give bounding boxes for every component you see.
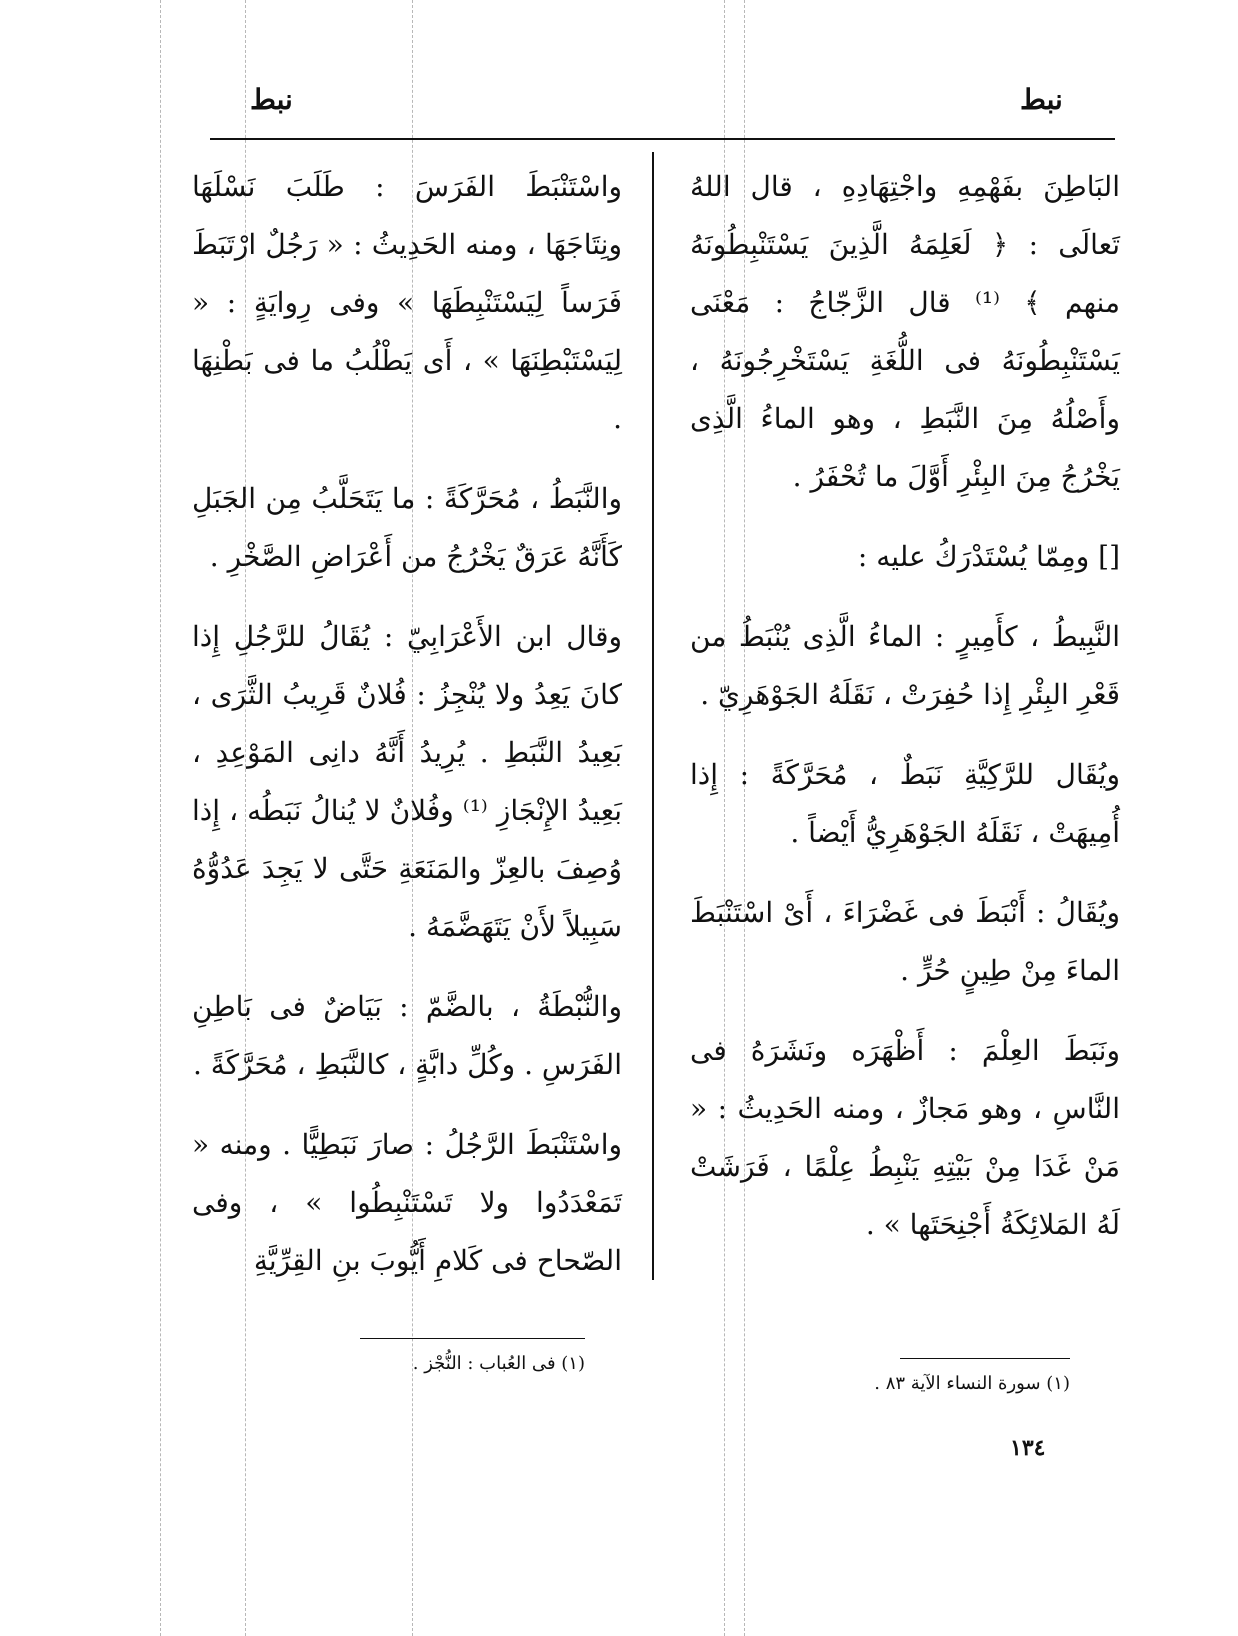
running-header-right: نبط [1020,83,1063,116]
paragraph: والنُّبْطَةُ ، بالضَّمّ : بَيَاضٌ فى بَاطِنِ الفَرَسِ . وكُلِّ دابَّةٍ ، كالنَّبَطِ ، مُحَرَّكَةً . [192,990,622,1081]
footnote-rule-right [900,1358,1070,1359]
running-header-left: نبط [250,83,293,116]
scan-guide-line [160,0,161,1636]
paragraph: واسْتَنْبَطَ الرَّجُلُ : صارَ نَبَطِيًّا . ومنه « تَمَعْدَدُوا ولا تَسْتَنْبِطُوا » ، وفى الصّحاح فى كَلامِ أَيُّوبَ بنِ القِرِّيَّةِ [192,1128,622,1277]
paragraph: النَّبِيطُ ، كأَمِيرٍ : الماءُ الَّذِى يُنْبَطُ من قَعْرِ البِئْرِ إِذا حُفِرَتْ ، نَقَلَهُ الجَوْهَرِيّ . [690,620,1120,711]
paragraph: البَاطِنَ بفَهْمِهِ واجْتِهَادِهِ ، قال اللهُ تَعالَى : ﴿ لَعَلِمَهُ الَّذِينَ يَسْتَنْبِطُونَهُ منهم ﴾ ⁽¹⁾ قال الزَّجّاجُ : مَعْنَى يَسْتَنْبِطُونَهُ فى اللُّغَةِ يَسْتَخْرِجُونَهُ ، وأَصْلُهُ مِنَ النَّبَطِ ، وهو الماءُ الَّذِى يَخْرُجُ مِنَ البِئْرِ أَوَّلَ ما تُحْفَرُ . [690,170,1120,493]
page-number: ١٣٤ [1010,1435,1046,1461]
footnote-rule-left [360,1338,585,1339]
paragraph: ونَبَطَ العِلْمَ : أَظْهَرَه ونَشَرَهُ فى النَّاسِ ، وهو مَجازٌ ، ومنه الحَدِيثُ : « مَنْ غَدَا مِنْ بَيْتِهِ يَنْبِطُ عِلْمًا ، فَرَشَتْ لَهُ المَلائِكَةُ أَجْنِحَتَها » . [690,1034,1120,1241]
footnote-left: (١) فى العُباب : النُّجْز . [412,1353,585,1374]
right-column [690,158,1120,1276]
paragraph: واسْتَنْبَطَ الفَرَسَ : طَلَبَ نَسْلَهَا ونِتَاجَهَا ، ومنه الحَدِيثُ : « رَجُلٌ ارْتَبَطَ فَرَساً لِيَسْتَنْبِطَهَا » وفى رِوايَةٍ : « لِيَسْتَبْطِنَهَا » ، أَى يَطْلُبُ ما فى بَطْنِهَا . [192,170,622,435]
paragraph: ويُقَال للرَّكِيَّةِ نَبَطٌ ، مُحَرَّكَةً : إِذا أُمِيهَتْ ، نَقَلَهُ الجَوْهَرِيُّ أَيْضاً . [690,758,1120,849]
left-column [192,158,622,1312]
paragraph: [] ومِمّا يُسْتَدْرَكُ عليه : [857,540,1120,573]
column-divider [652,152,654,1280]
paragraph: والنَّبَطُ ، مُحَرَّكَةً : ما يَتَحَلَّبُ مِن الجَبَلِ كَأَنَّهُ عَرَقٌ يَخْرُجُ من أَعْرَاضِ الصَّخْرِ . [192,482,622,573]
paragraph: ويُقَالُ : أَنْبَطَ فى غَضْرَاءَ ، أَىْ اسْتَنْبَطَ الماءَ مِنْ طِينٍ حُرٍّ . [690,896,1120,987]
paragraph: وقال ابن الأَعْرَابِيّ : يُقَالُ للرَّجُلِ إِذا كانَ يَعِدُ ولا يُنْجِزُ : فُلانٌ قَرِيبُ الثَّرَى ، بَعِيدُ النَّبَطِ . يُرِيدُ أَنَّهُ دانِى المَوْعِدِ ، بَعِيدُ الإِنْجَازِ ⁽¹⁾ وفُلانٌ لا يُنالُ نَبَطُه ، إِذا وُصِفَ بالعِزّ والمَنَعَةِ حَتَّى لا يَجِدَ عَدُوُّهُ سَبِيلاً لأَنْ يَتَهَضَّمَهُ . [192,620,622,943]
header-rule [210,138,1115,140]
footnote-right: (١) سورة النساء الآية ٨٣ . [874,1373,1070,1394]
